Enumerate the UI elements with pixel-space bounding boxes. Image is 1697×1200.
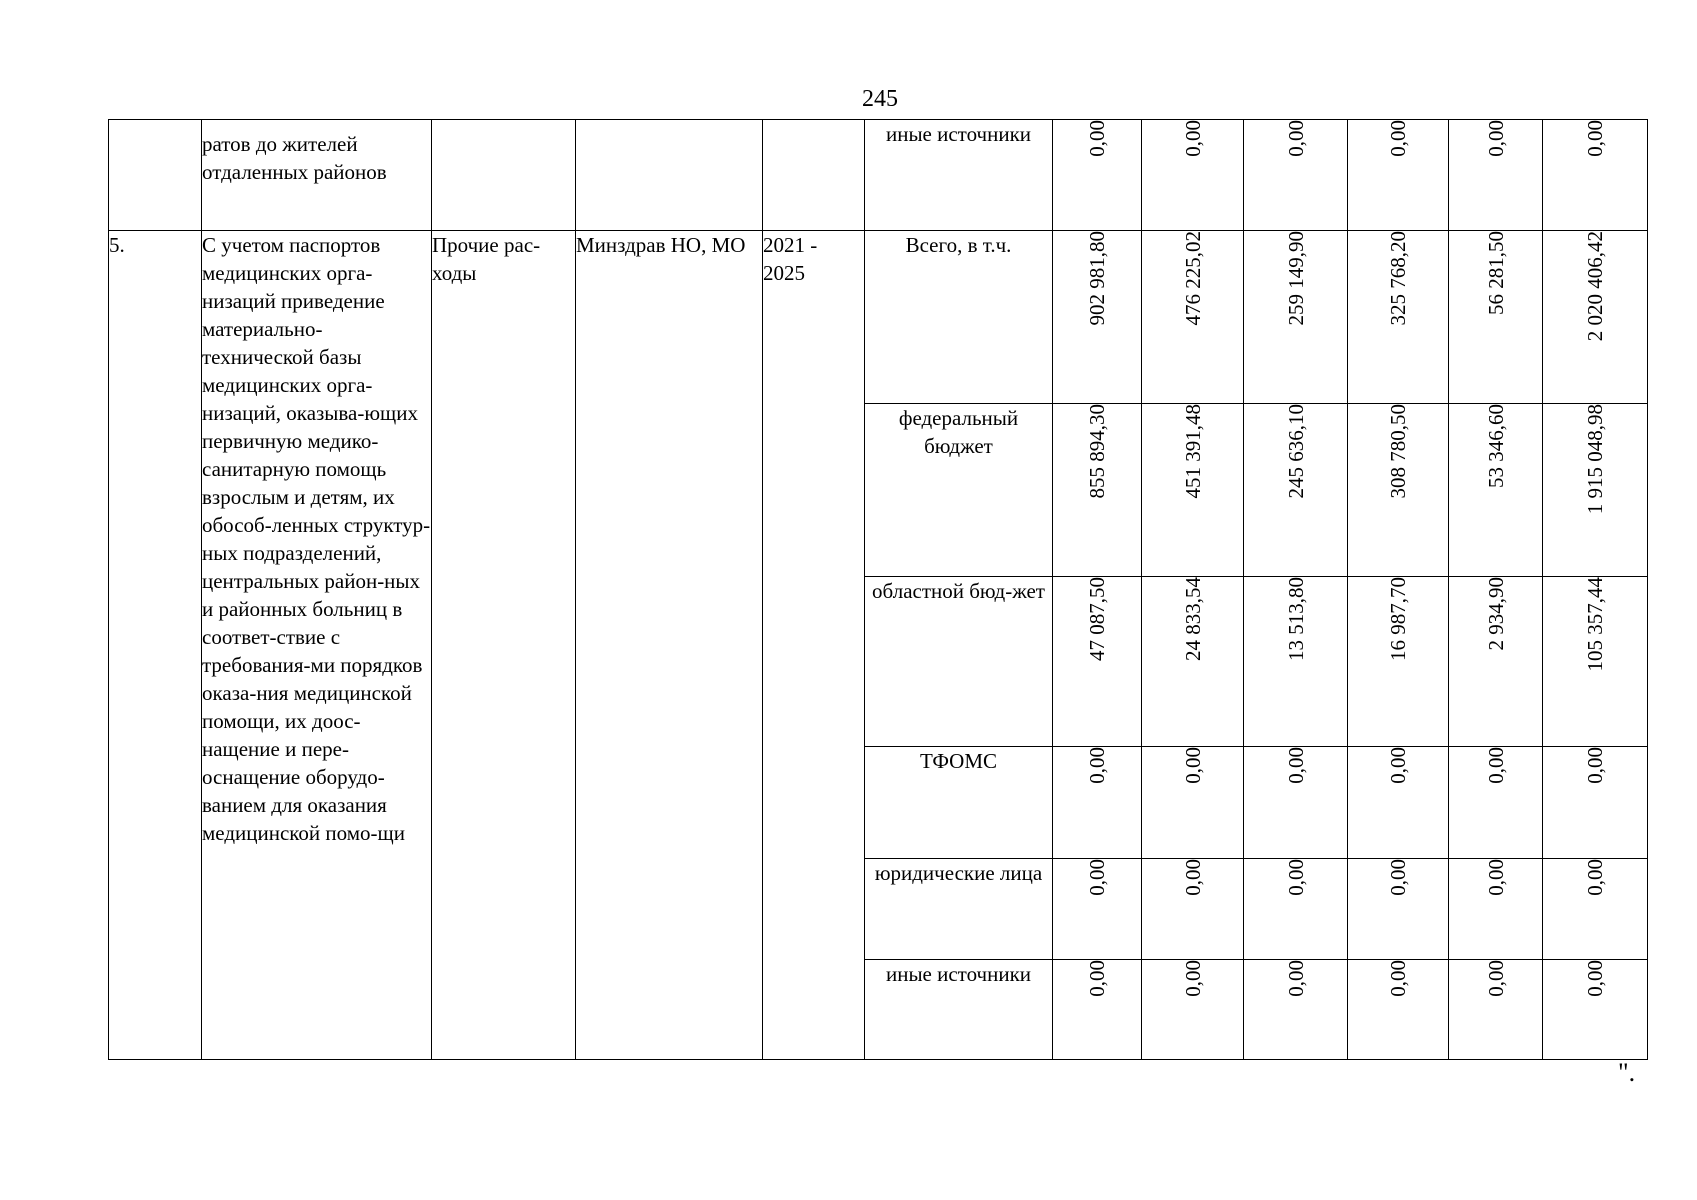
value-cell: 0,00 <box>1053 120 1142 231</box>
value-cell: 451 391,48 <box>1142 404 1244 577</box>
executor: Минздрав НО, МО <box>576 231 763 1060</box>
value-cell: 0,00 <box>1142 747 1244 859</box>
closing-quote-mark: ". <box>1618 1058 1636 1087</box>
value-cell: 245 636,10 <box>1244 404 1348 577</box>
value-cell: 476 225,02 <box>1142 231 1244 404</box>
continuation-row <box>109 120 1648 231</box>
value-cell: 0,00 <box>1449 960 1543 1060</box>
source-label: Всего, в т.ч. <box>865 231 1053 404</box>
value-cell: 47 087,50 <box>1053 577 1142 747</box>
value-cell: 0,00 <box>1053 747 1142 859</box>
value-cell: 0,00 <box>1449 747 1543 859</box>
page-number: 245 <box>862 86 898 112</box>
value-cell: 0,00 <box>1142 960 1244 1060</box>
value-cell: 0,00 <box>1348 960 1449 1060</box>
value-cell: 0,00 <box>1449 859 1543 960</box>
source-label: ТФОМС <box>865 747 1053 859</box>
activity-name: С учетом паспортов медицинских орга-низаций приведение материально-технической базы медицинских орга-низаций, оказыва-ющих первичную медико-санитарную помощь взрослым и детям, их обособ-ленных структур-ных подразделений, центральных район-ных и районных больниц в соответ-ствие с требования-ми порядков оказа-ния медицинской помощи, их доос-нащение и пере-оснащение оборудо-ванием для оказания медицинской помо-щи <box>202 231 432 1060</box>
value-cell: 0,00 <box>1543 859 1648 960</box>
value-cell: 0,00 <box>1244 120 1348 231</box>
row-number: 5. <box>109 231 202 1060</box>
source-label: иные источники <box>865 120 1053 231</box>
period: 2021 - 2025 <box>763 231 865 1060</box>
value-cell: 2 020 406,42 <box>1543 231 1648 404</box>
value-cell: 0,00 <box>1244 747 1348 859</box>
value-cell: 56 281,50 <box>1449 231 1543 404</box>
number-cell-empty <box>109 120 202 231</box>
value-cell: 0,00 <box>1053 960 1142 1060</box>
value-cell: 13 513,80 <box>1244 577 1348 747</box>
budget-table <box>108 119 1648 1060</box>
row5-total <box>109 231 1648 404</box>
value-cell: 0,00 <box>1348 859 1449 960</box>
value-cell: 0,00 <box>1348 747 1449 859</box>
value-cell: 855 894,30 <box>1053 404 1142 577</box>
value-cell: 0,00 <box>1142 859 1244 960</box>
value-cell: 0,00 <box>1142 120 1244 231</box>
source-label: областной бюд-жет <box>865 577 1053 747</box>
value-cell: 308 780,50 <box>1348 404 1449 577</box>
source-label: иные источники <box>865 960 1053 1060</box>
value-cell: 325 768,20 <box>1348 231 1449 404</box>
value-cell: 0,00 <box>1053 859 1142 960</box>
type-cell-empty <box>432 120 576 231</box>
value-cell: 0,00 <box>1348 120 1449 231</box>
value-cell: 53 346,60 <box>1449 404 1543 577</box>
value-cell: 0,00 <box>1543 960 1648 1060</box>
source-label: федеральный бюджет <box>865 404 1053 577</box>
value-cell: 259 149,90 <box>1244 231 1348 404</box>
value-cell: 0,00 <box>1543 747 1648 859</box>
value-cell: 0,00 <box>1543 120 1648 231</box>
value-cell: 0,00 <box>1449 120 1543 231</box>
value-cell: 16 987,70 <box>1348 577 1449 747</box>
value-cell: 1 915 048,98 <box>1543 404 1648 577</box>
value-cell: 0,00 <box>1244 859 1348 960</box>
activity-name-cell: ратов до жителей отдаленных районов <box>202 120 432 231</box>
value-cell: 902 981,80 <box>1053 231 1142 404</box>
expense-type: Прочие рас-ходы <box>432 231 576 1060</box>
value-cell: 105 357,44 <box>1543 577 1648 747</box>
period-cell-empty <box>763 120 865 231</box>
value-cell: 0,00 <box>1244 960 1348 1060</box>
value-cell: 2 934,90 <box>1449 577 1543 747</box>
value-cell: 24 833,54 <box>1142 577 1244 747</box>
executor-cell-empty <box>576 120 763 231</box>
source-label: юридические лица <box>865 859 1053 960</box>
